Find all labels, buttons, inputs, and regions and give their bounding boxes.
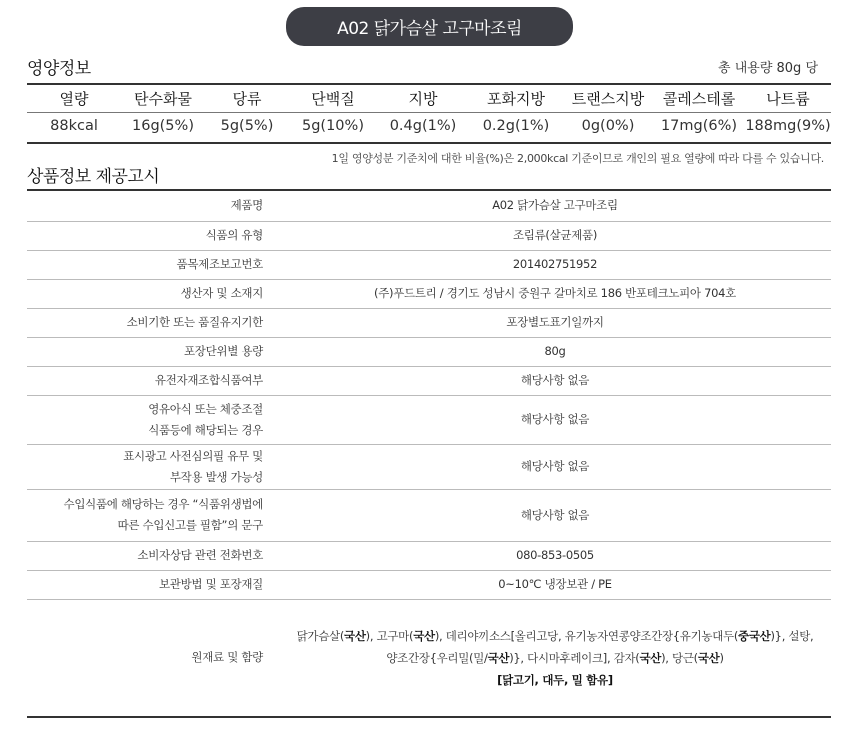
ingredient-text: 양조간장{우리밀(밀/ [386,650,488,665]
ingredient-text: 닭가슴살( [296,628,345,643]
nutrient-header: 나트륨 [766,90,810,108]
table-row [27,250,831,279]
ingredient-text: ), 고구마( [365,628,414,643]
nutrient-header: 콜레스테롤 [662,90,736,108]
row-value: 201402751952 [275,250,831,279]
nutrition-mid-rule [27,112,831,113]
origin-bold: 국산 [487,650,510,665]
row-label: 식품의 유형 [27,221,275,250]
row-value: 해당사항 없음 [275,395,831,444]
row-value: 0~10℃ 냉장보관 / PE [275,570,831,599]
row-value: 80g [275,337,831,366]
nutrient-value: 5g(10%) [302,118,364,134]
allergen-text: [닭고기, 대두, 밀 함유] [497,672,613,687]
row-label-line: 영유아식 또는 체중조절 [148,401,263,416]
product-notice-table [27,190,831,718]
nutrient-header: 단백질 [311,90,355,108]
table-row [27,570,831,599]
nutrient-header: 당류 [232,90,262,108]
ingredient-text: )}, 설탕, [770,628,814,643]
ingredients-line [285,647,825,669]
origin-bold: 국산 [697,650,720,665]
nutrient-value: 17mg(6%) [660,118,738,134]
nutrient-header: 트랜스지방 [571,90,645,108]
nutrient-value: 0.4g(1%) [389,118,457,134]
allergen-line [285,669,825,691]
serving-size: 총 내용량 80g 당 [718,61,818,76]
row-value: 포장별도표기일까지 [275,308,831,337]
table-row [27,489,831,541]
table-row [27,221,831,250]
product-title-banner [286,7,573,46]
table-row [27,541,831,570]
row-value: 해당사항 없음 [275,489,831,541]
nutrient-value: 88kcal [50,118,98,134]
row-value: 해당사항 없음 [275,366,831,395]
row-value: 해당사항 없음 [275,444,831,489]
ingredients-line [285,625,825,647]
table-row [27,395,831,444]
row-value: A02 닭가슴살 고구마조림 [275,190,831,221]
row-label: 유전자재조합식품여부 [27,366,275,395]
ingredients-value [275,599,831,717]
ingredient-text: ), 데리야끼소스[올리고당, 유기농자연콩양조간장{유기농대두( [434,628,739,643]
nutrient-header: 지방 [408,90,438,108]
nutrient-header: 포화지방 [487,90,545,108]
row-value: 조림류(살균제품) [275,221,831,250]
row-label-line: 식품등에 해당되는 경우 [148,422,263,437]
table-row [27,337,831,366]
ingredient-text: ) [719,650,724,665]
row-label: 품목제조보고번호 [27,250,275,279]
product-title: A02 닭가슴살 고구마조림 [337,19,522,39]
table-row [27,190,831,221]
row-label: 제품명 [27,190,275,221]
nutrient-value: 188mg(9%) [745,118,831,134]
row-label: 생산자 및 소재지 [27,279,275,308]
daily-value-note: 1일 영양성분 기준치에 대한 비율(%)은 2,000kcal 기준이므로 개인의 필요 열량에 따라 다를 수 있습니다. [331,152,824,165]
nutrition-value-row [27,118,831,134]
nutrient-value: 16g(5%) [132,118,194,134]
ingredient-text: )}, 다시마후레이크], 감자( [509,650,640,665]
row-label [27,395,275,444]
row-value: (주)푸드트리 / 경기도 성남시 중원구 갈마치로 186 반포테크노피아 704호 [275,279,831,308]
row-label-line: 따른 수입신고를 필함”의 문구 [117,518,263,532]
nutrition-top-rule [27,83,831,85]
table-row [27,366,831,395]
row-label-line: 부작용 발생 가능성 [169,469,263,484]
nutrient-value: 0g(0%) [581,118,635,134]
nutrient-header: 열량 [59,90,89,108]
origin-bold: 국산 [639,650,662,665]
row-label: 보관방법 및 포장재질 [27,570,275,599]
ingredient-text: ), 당근( [661,650,698,665]
origin-bold: 중국산 [738,628,771,643]
table-row [27,599,831,717]
nutrition-header-row [27,88,831,109]
nutrient-value: 5g(5%) [220,118,274,134]
table-row [27,444,831,489]
origin-bold: 국산 [344,628,366,643]
nutrient-header: 탄수화물 [134,90,192,108]
row-value: 080-853-0505 [275,541,831,570]
row-label: 포장단위별 용량 [27,337,275,366]
nutrient-value: 0.2g(1%) [482,118,550,134]
row-label-line: 수입식품에 해당하는 경우 “식품위생법에 [63,497,263,511]
nutrition-title: 영양정보 [27,59,91,79]
notice-title: 상품정보 제공고시 [27,167,160,187]
table-row [27,279,831,308]
table-row [27,308,831,337]
row-label: 소비자상담 관련 전화번호 [27,541,275,570]
nutrition-bottom-rule [27,142,831,144]
origin-bold: 국산 [413,628,435,643]
row-label: 원재료 및 함량 [27,599,275,717]
row-label: 소비기한 또는 품질유지기한 [27,308,275,337]
row-label [27,489,275,541]
row-label-line: 표시광고 사전심의필 유무 및 [123,448,263,463]
row-label [27,444,275,489]
